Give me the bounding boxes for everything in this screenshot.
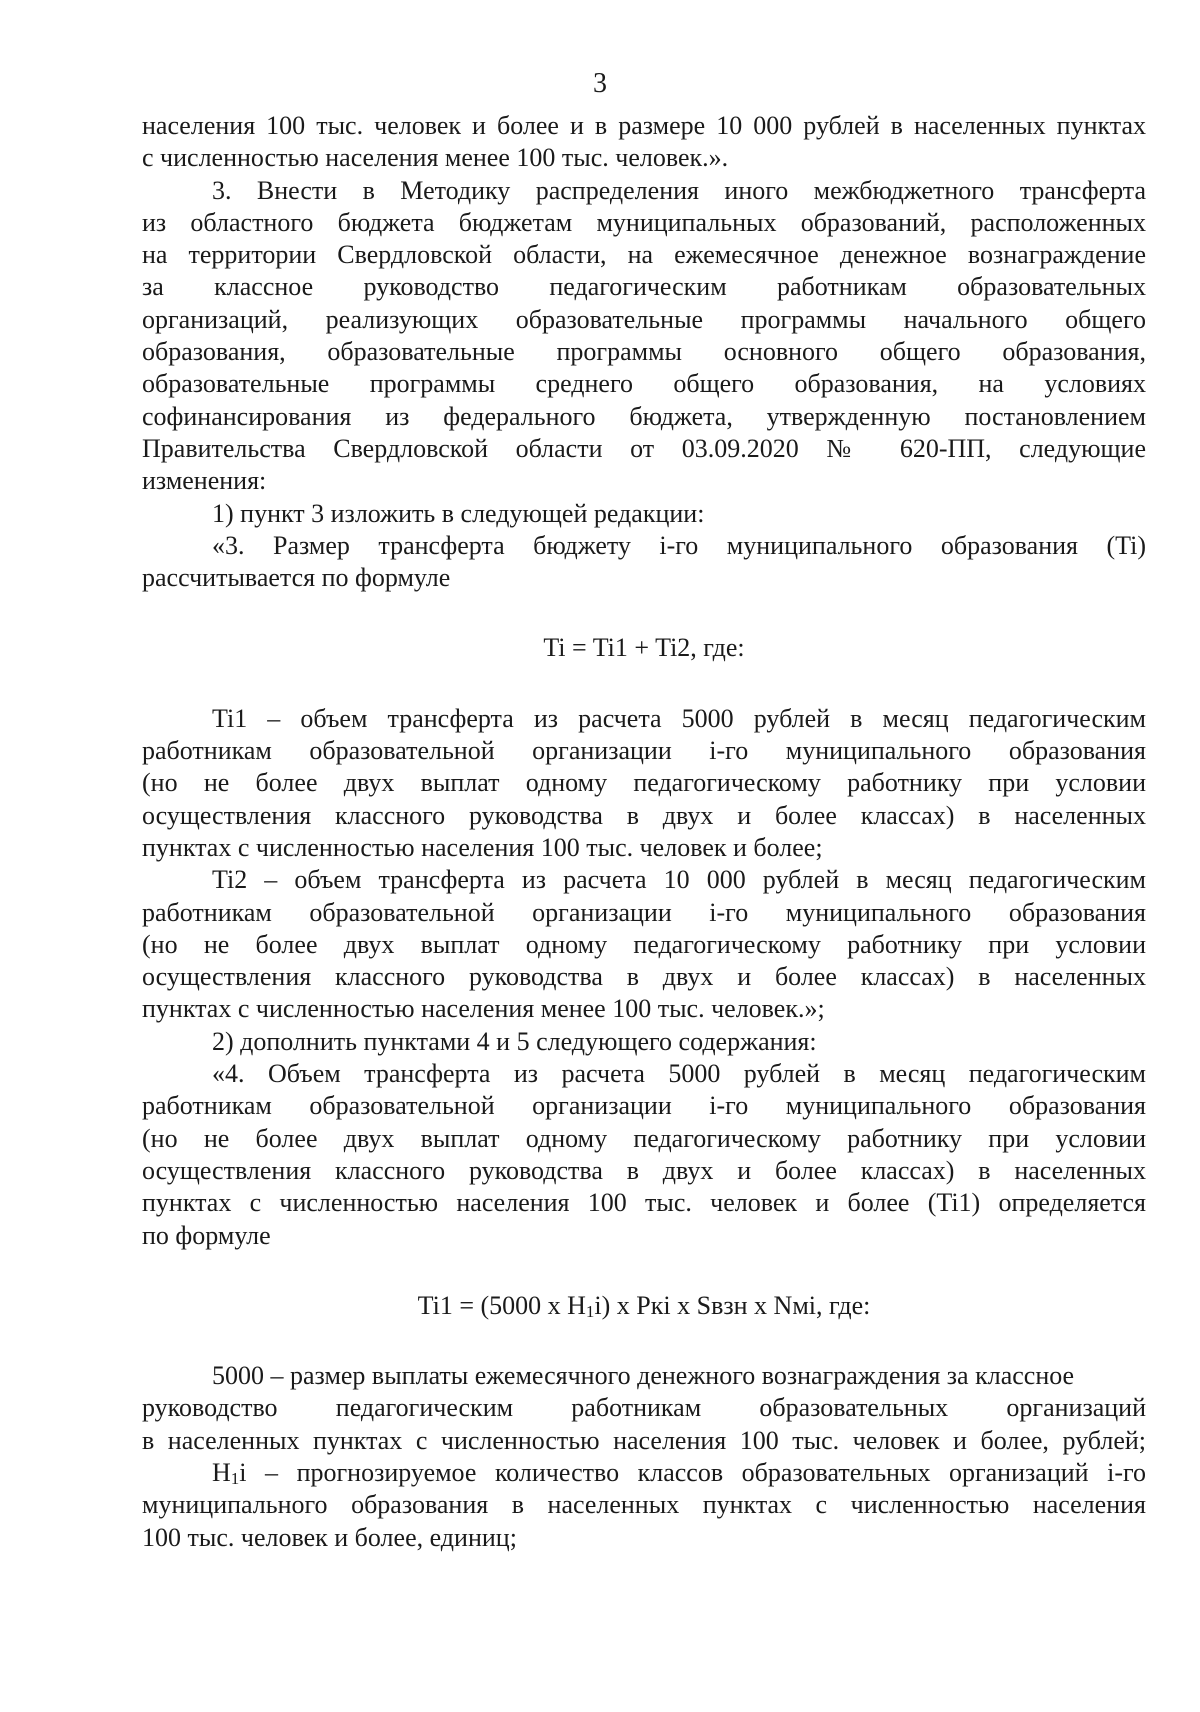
document-body (142, 110, 1146, 1554)
text-line: «4. Объем трансферта из расчета 5000 рублей в месяц педагогическим (212, 1059, 1146, 1089)
text-line: пунктах с численностью населения 100 тыс. человек и более (Ti1) определяется (142, 1188, 1146, 1218)
text-line: работникам образовательной организации i-го муниципального образования (142, 897, 1146, 927)
subscript: 1 (230, 1468, 240, 1488)
text-line: осуществления классного руководства в двух и более классах) в населенных (142, 1155, 1146, 1185)
text-line: 5000 – размер выплаты ежемесячного денежного вознаграждения за классное (212, 1361, 1075, 1391)
text-line: с численностью населения менее 100 тыс. человек.». (142, 143, 729, 173)
text-line: из областного бюджета бюджетам муниципальных образований, расположенных (142, 207, 1146, 237)
page-number: 3 (593, 68, 607, 99)
text-line: (но не более двух выплат одному педагогическому работнику при условии (142, 929, 1146, 959)
formula-part: i) x Pкi x Sвзн x Nмi, где: (594, 1290, 871, 1320)
text-line: муниципального образования в населенных пунктах с численностью населения (142, 1490, 1146, 1520)
text-line: 100 тыс. человек и более, единиц; (142, 1522, 517, 1552)
text-line: работникам образовательной организации i-го муниципального образования (142, 736, 1146, 766)
text-line: (но не более двух выплат одному педагогическому работнику при условии (142, 768, 1146, 798)
text-part: H (212, 1457, 231, 1487)
text-line: по формуле (142, 1220, 271, 1250)
formula-ti1 (142, 1290, 1146, 1322)
text-line: на территории Свердловской области, на ежемесячное денежное вознаграждение (142, 240, 1146, 270)
text-line: пунктах с численностью населения 100 тыс. человек и более; (142, 832, 823, 862)
text-line: населения 100 тыс. человек и более и в размере 10 000 рублей в населенных пунктах (142, 111, 1146, 140)
text-line: изменения: (142, 466, 267, 496)
text-part: i – прогнозируемое количество классов образовательных организаций i-го (239, 1457, 1146, 1487)
text-line: рассчитывается по формуле (142, 563, 451, 593)
text-line: 2) дополнить пунктами 4 и 5 следующего содержания: (212, 1026, 817, 1056)
text-line (142, 1457, 1146, 1489)
text-line: Правительства Свердловской области от 03.09.2020 № 620-ПП, следующие (142, 433, 1146, 463)
formula-part: Ti1 = (5000 x H (417, 1290, 586, 1320)
text-line: 1) пункт 3 изложить в следующей редакции: (212, 498, 705, 528)
text-line: Ti1 – объем трансферта из расчета 5000 рублей в месяц педагогическим (212, 703, 1146, 733)
text-line: Ti2 – объем трансферта из расчета 10 000 рублей в месяц педагогическим (212, 865, 1146, 895)
text-line: образовательные программы среднего общего образования, на условиях (142, 369, 1146, 399)
text-line: работникам образовательной организации i-го муниципального образования (142, 1091, 1146, 1121)
text-line: в населенных пунктах с численностью населения 100 тыс. человек и более, рублей; (142, 1425, 1146, 1455)
text-line: (но не более двух выплат одному педагогическому работнику при условии (142, 1123, 1146, 1153)
text-line: осуществления классного руководства в двух и более классах) в населенных (142, 800, 1146, 830)
text-line: организаций, реализующих образовательные программы начального общего (142, 304, 1146, 334)
text-line: 3. Внести в Методику распределения иного межбюджетного трансферта (212, 175, 1146, 205)
formula-ti: Ti = Ti1 + Ti2, где: (543, 633, 745, 663)
text-line: образования, образовательные программы основного общего образования, (142, 337, 1146, 367)
text-line: «3. Размер трансферта бюджету i-го муниципального образования (Ti) (212, 530, 1146, 560)
text-line: за классное руководство педагогическим работникам образовательных (142, 272, 1146, 302)
subscript: 1 (585, 1301, 595, 1321)
text-line: софинансирования из федерального бюджета, утвержденную постановлением (142, 401, 1146, 431)
text-line: руководство педагогическим работникам образовательных организаций (142, 1393, 1146, 1423)
text-line: осуществления классного руководства в двух и более классах) в населенных (142, 962, 1146, 992)
text-line: пунктах с численностью населения менее 100 тыс. человек.»; (142, 994, 825, 1024)
